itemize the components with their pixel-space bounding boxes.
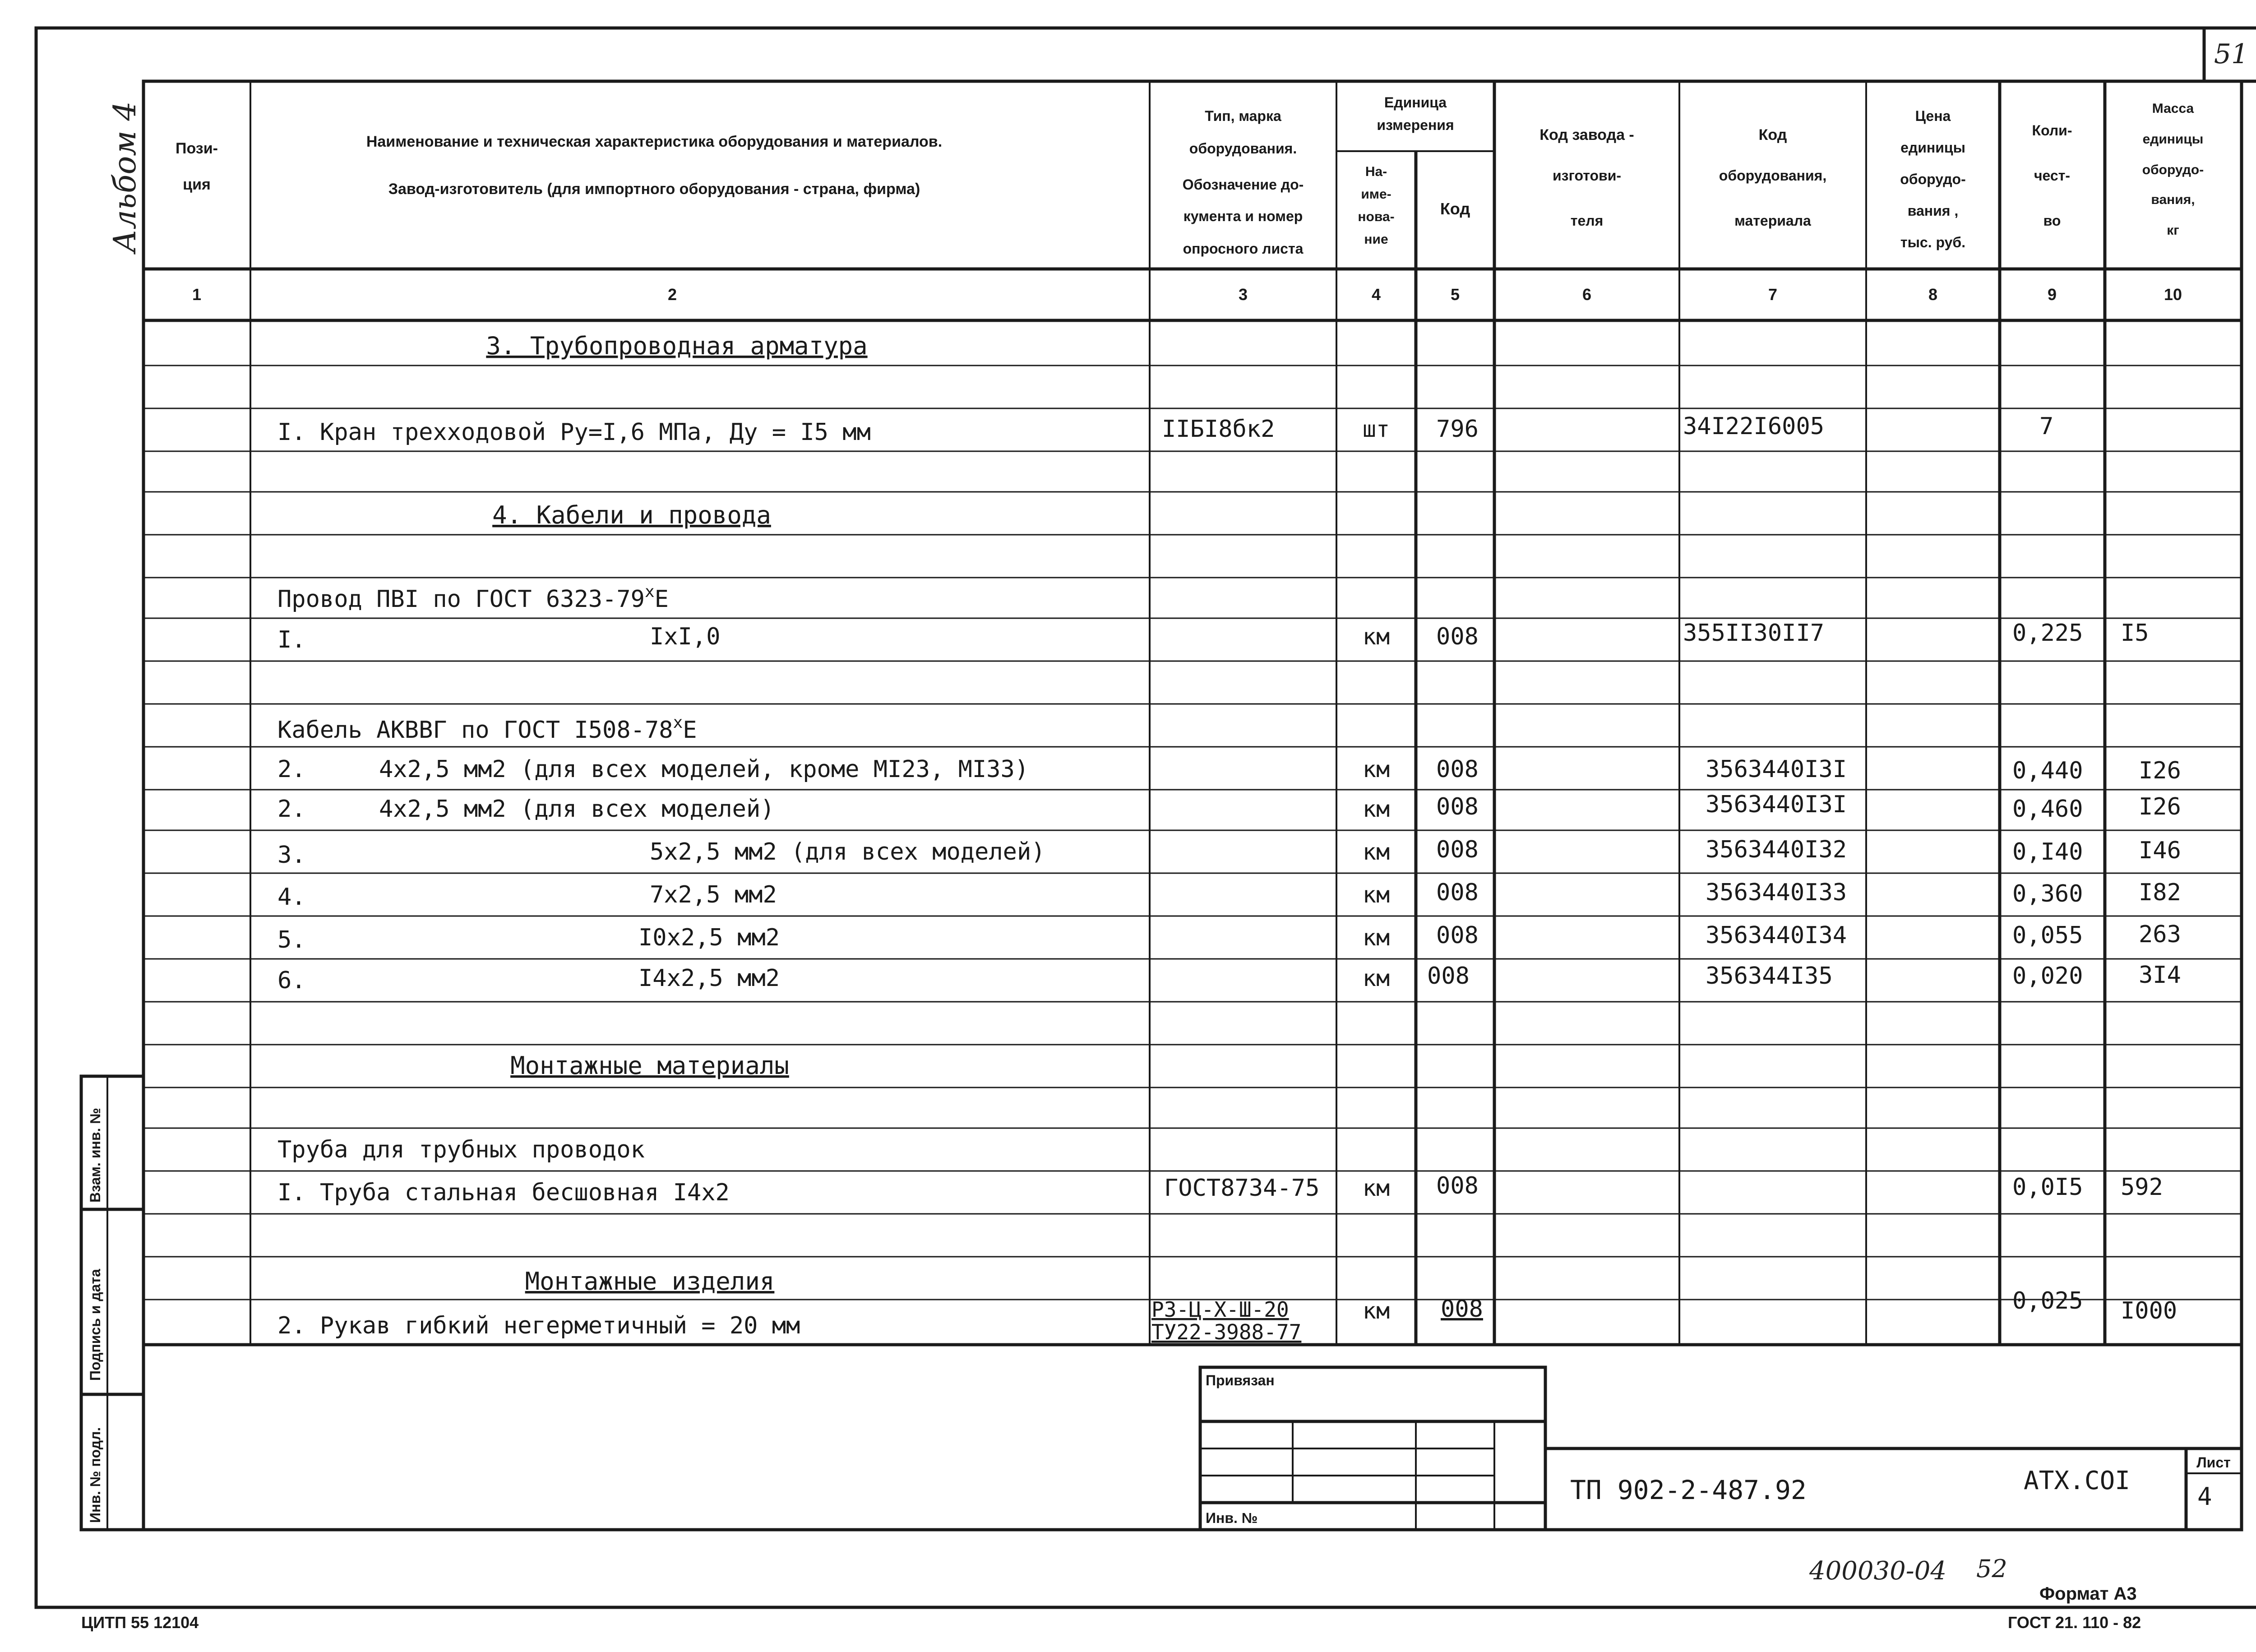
row-unit: км xyxy=(1362,882,1390,908)
header-col2-line1: Наименование и техническая характеристика оборудования и материалов. xyxy=(366,133,943,150)
row-name-spec: I4х2,5 мм2 xyxy=(638,965,780,992)
row-code: 008 xyxy=(1436,879,1479,906)
row-name-spec: 4х2,5 мм2 (для всех моделей) xyxy=(379,796,775,823)
stamp-signature-date: Подпись и дата xyxy=(87,1269,103,1381)
header-col6-line1: Код завода - xyxy=(1539,126,1634,143)
row-material-code: 3563440I32 xyxy=(1706,836,1847,863)
header-col3-line2: оборудования. xyxy=(1189,140,1297,157)
row-qty: 0,020 xyxy=(2012,963,2083,990)
col-number-2: 2 xyxy=(667,285,677,304)
header-col6-line3: теля xyxy=(1570,213,1604,229)
group-heading-wire-sup: x xyxy=(644,583,655,601)
row-name: 4. xyxy=(277,884,306,911)
table-row xyxy=(277,921,2181,953)
row-name: I. Труба стальная бесшовная I4x2 xyxy=(277,1179,730,1206)
row-material-code: 3563440I33 xyxy=(1706,879,1847,906)
privyazan-label: Привязан xyxy=(1206,1372,1275,1388)
row-qty: 0,360 xyxy=(2012,880,2083,907)
row-name: I. Кран трехходовой Ру=I,6 МПа, Ду = I5 мм xyxy=(277,419,871,446)
row-material-code: 34I22I6005 xyxy=(1683,413,1825,440)
row-name-spec: 5х2,5 мм2 (для всех моделей) xyxy=(650,838,1045,865)
row-mass: I82 xyxy=(2139,879,2181,906)
row-qty: 7 xyxy=(2039,413,2054,440)
row-code: 008 xyxy=(1436,1172,1479,1199)
header-col8-line3: оборудо- xyxy=(1900,171,1966,187)
sheet-number-corner: 51 xyxy=(2214,38,2249,70)
row-code: 008 xyxy=(1436,836,1479,863)
group-heading-pipe: Труба для трубных проводок xyxy=(277,1136,645,1163)
album-label: Альбом 4 xyxy=(107,101,143,253)
row-unit: км xyxy=(1362,1175,1390,1201)
header-col7-line2: оборудования, xyxy=(1719,167,1827,184)
col-number-3: 3 xyxy=(1238,285,1248,304)
table-row xyxy=(277,756,2181,784)
row-mass: I26 xyxy=(2139,757,2181,784)
header-col8-line5: тыс. руб. xyxy=(1900,234,1966,250)
col-number-1: 1 xyxy=(192,285,202,304)
header-col3-line5: опросного листа xyxy=(1183,241,1304,257)
header-col10-line5: кг xyxy=(2167,223,2179,238)
col-number-6: 6 xyxy=(1582,285,1592,304)
row-code: 008 xyxy=(1441,1296,1483,1323)
footer-right: ГОСТ 21. 110 - 82 xyxy=(2008,1613,2141,1632)
row-unit: км xyxy=(1362,756,1390,782)
table-row xyxy=(277,879,2181,911)
table-row xyxy=(277,413,2053,446)
row-type: ГОСТ8734-75 xyxy=(1164,1175,1320,1202)
row-name-spec: I0х2,5 мм2 xyxy=(638,924,780,951)
row-name: 2. xyxy=(277,756,306,783)
header-col3-line4: кумента и номер xyxy=(1183,208,1303,224)
header-col2-line2: Завод-изготовитель (для импортного оборудования - страна, фирма) xyxy=(388,180,920,198)
header-col4-line3: нова- xyxy=(1358,209,1395,224)
row-material-code: 356344I35 xyxy=(1706,963,1833,990)
row-name: 2. Рукав гибкий негерметичный = 20 мм xyxy=(277,1312,800,1339)
row-type: Р3-Ц-Х-Ш-20 xyxy=(1151,1297,1289,1322)
header-col5: Код xyxy=(1440,199,1470,218)
row-qty: 0,055 xyxy=(2012,922,2083,949)
row-code: 796 xyxy=(1436,416,1479,443)
group-heading-cable-text: Кабель АКВВГ по ГОСТ I508-78 xyxy=(277,717,673,744)
row-material-code: 3563440I3I xyxy=(1706,756,1847,783)
group-heading-wire xyxy=(277,583,669,613)
header-col8-line4: вания , xyxy=(1907,203,1959,219)
header-col10-line1: Масса xyxy=(2152,101,2194,116)
document-code: ТП 902-2-487.92 xyxy=(1570,1475,1807,1505)
row-mass: 592 xyxy=(2121,1174,2163,1201)
header-col7-line3: материала xyxy=(1734,213,1811,229)
row-unit: км xyxy=(1362,624,1390,650)
header-col1-line1: Пози- xyxy=(176,140,218,157)
row-material-code: 355II30II7 xyxy=(1683,620,1825,647)
table-row xyxy=(277,791,2181,823)
col-number-10: 10 xyxy=(2164,285,2182,304)
section-heading-products: Монтажные изделия xyxy=(525,1267,775,1296)
table-row xyxy=(277,620,2149,653)
list-value: 4 xyxy=(2197,1482,2212,1511)
col-number-5: 5 xyxy=(1450,285,1460,304)
row-material-code: 3563440I3I xyxy=(1706,791,1847,818)
header-col9-line2: чест- xyxy=(2034,167,2071,184)
row-code: 008 xyxy=(1436,623,1479,650)
row-name-spec: 4х2,5 мм2 (для всех моделей, кроме МI23, МI33) xyxy=(379,756,1029,783)
header-col10-line3: оборудо- xyxy=(2142,162,2204,177)
row-mass: I5 xyxy=(2121,620,2149,647)
header-col9-line3: во xyxy=(2043,213,2061,229)
row-mass: I46 xyxy=(2139,837,2181,864)
inv-number-label: Инв. № xyxy=(1206,1510,1258,1526)
header-col3-line1: Тип, марка xyxy=(1205,108,1281,124)
row-code: 008 xyxy=(1436,756,1479,783)
handwritten-page: 52 xyxy=(1976,1555,2007,1583)
table-body xyxy=(277,332,2181,1344)
row-unit: км xyxy=(1362,965,1390,991)
row-qty: 0,460 xyxy=(2012,796,2083,823)
row-name: 6. xyxy=(277,967,306,994)
row-mass: 3I4 xyxy=(2139,962,2181,989)
row-name: 3. xyxy=(277,842,306,869)
row-name: I. xyxy=(277,626,306,653)
row-name-spec: IxI,0 xyxy=(650,623,721,650)
row-name: 2. xyxy=(277,796,306,823)
row-qty: 0,025 xyxy=(2012,1287,2083,1314)
col-number-8: 8 xyxy=(1928,285,1938,304)
header-col8-line1: Цена xyxy=(1915,108,1951,124)
group-heading-cable-sup: x xyxy=(673,713,683,732)
row-code: 008 xyxy=(1427,963,1470,990)
row-name: 5. xyxy=(277,926,306,953)
col-number-4: 4 xyxy=(1371,285,1381,304)
header-unit-line2: измерения xyxy=(1377,117,1454,133)
section-heading-cables: 4. Кабели и провода xyxy=(492,501,771,529)
group-heading-wire-tail: Е xyxy=(654,586,669,613)
row-mass: I26 xyxy=(2139,793,2181,820)
side-stamps xyxy=(81,1076,143,1530)
list-label: Лист xyxy=(2196,1454,2231,1471)
col-number-7: 7 xyxy=(1768,285,1778,304)
column-numbers xyxy=(192,285,2182,304)
row-type-spec: ТУ22-3988-77 xyxy=(1151,1320,1302,1344)
row-name-spec: 7х2,5 мм2 xyxy=(650,881,777,908)
header-col1-line2: ция xyxy=(183,176,211,193)
header-unit-line1: Единица xyxy=(1384,94,1447,111)
header-col7-line1: Код xyxy=(1758,126,1787,143)
row-unit: км xyxy=(1362,839,1390,865)
header-col10-line4: вания, xyxy=(2151,192,2195,207)
table-row xyxy=(277,836,2181,869)
row-qty: 0,225 xyxy=(2012,620,2083,647)
format-label: Формат А3 xyxy=(2039,1584,2137,1604)
document-mark: АТХ.COI xyxy=(2024,1466,2131,1495)
section-heading-armature: 3. Трубопроводная арматура xyxy=(486,332,868,360)
title-block xyxy=(1200,1367,2242,1530)
outer-frame xyxy=(36,28,2256,1607)
row-mass: 263 xyxy=(2139,921,2181,948)
header-col4-line1: На- xyxy=(1365,164,1387,179)
header-col4-line2: име- xyxy=(1361,187,1392,202)
section-heading-materials: Монтажные материалы xyxy=(510,1051,789,1080)
row-code: 008 xyxy=(1436,793,1479,820)
row-code: 008 xyxy=(1436,922,1479,949)
row-qty: 0,440 xyxy=(2012,757,2083,784)
group-heading-wire-text: Провод ПВI по ГОСТ 6323-79 xyxy=(277,586,645,613)
group-heading-cable-tail: Е xyxy=(683,717,697,744)
header-col10-line2: единицы xyxy=(2142,132,2204,147)
row-material-code: 3563440I34 xyxy=(1706,922,1847,949)
row-mass: I000 xyxy=(2121,1297,2177,1324)
row-type: IIБI8бк2 xyxy=(1162,416,1275,443)
header-col3-line3: Обозначение до- xyxy=(1182,176,1304,193)
group-heading-cable xyxy=(277,713,697,744)
footer xyxy=(81,1555,2141,1632)
stamp-inv-original: Инв. № подл. xyxy=(87,1427,103,1523)
header-col9-line1: Коли- xyxy=(2032,122,2072,139)
row-unit: км xyxy=(1362,796,1390,822)
footer-left: ЦИТП 55 12104 xyxy=(81,1613,199,1632)
row-qty: 0,I40 xyxy=(2012,838,2083,865)
row-unit: км xyxy=(1362,1298,1390,1324)
handwritten-code: 400030-04 xyxy=(1809,1556,1946,1586)
stamp-replace-inv: Взам. инв. № xyxy=(87,1108,103,1203)
table-row xyxy=(277,1287,2177,1344)
header-col8-line2: единицы xyxy=(1900,139,1965,156)
row-unit: км xyxy=(1362,925,1390,951)
row-unit: шт xyxy=(1362,416,1390,442)
header-col4-line4: ние xyxy=(1364,232,1388,247)
col-number-9: 9 xyxy=(2047,285,2057,304)
row-qty: 0,0I5 xyxy=(2012,1174,2083,1201)
table-row xyxy=(277,962,2181,994)
table-row xyxy=(277,1172,2163,1206)
table-header xyxy=(176,94,2204,257)
header-col6-line2: изготови- xyxy=(1552,167,1622,184)
